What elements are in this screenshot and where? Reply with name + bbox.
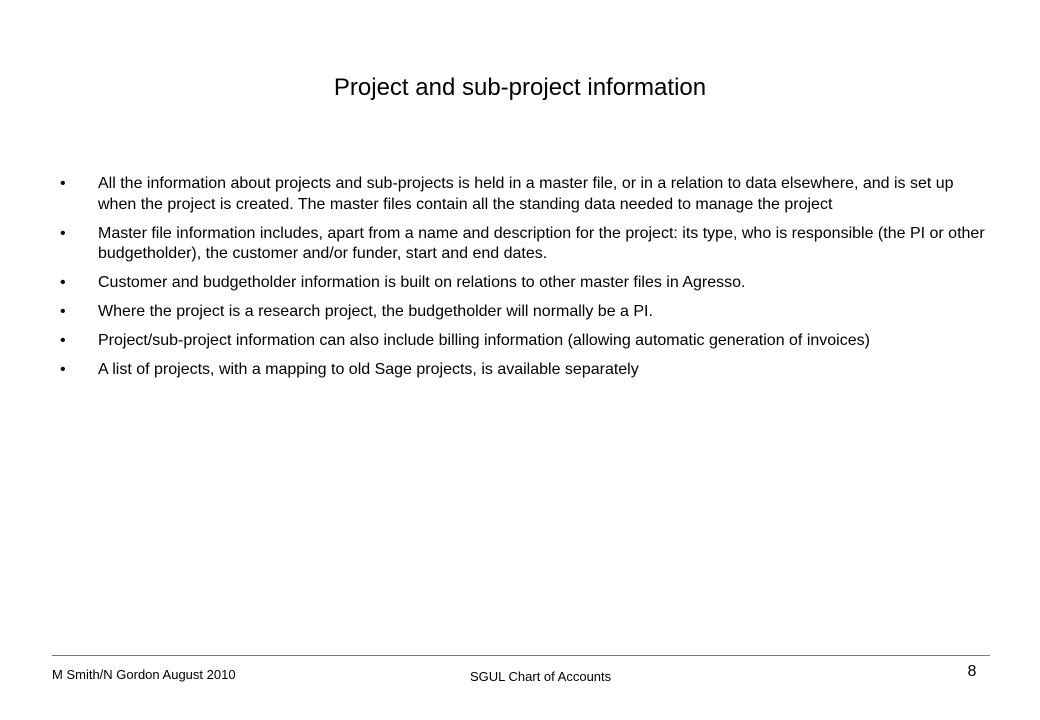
bullet-text: All the information about projects and sub-projects is held in a master file, or in a relation to data elsewhere, and is set up when the project is created. The master files contain all the standing data needed to manage the project (98, 175, 954, 213)
bullet-item (58, 331, 988, 352)
bullet-text: Where the project is a research project, the budgetholder will normally be a PI. (98, 303, 653, 320)
bullet-item (58, 302, 988, 323)
bullet-dot-icon: • (60, 175, 66, 192)
bullet-text: Customer and budgetholder information is built on relations to other master files in Agresso. (98, 274, 746, 291)
page-number: 8 (967, 663, 977, 680)
bullet-text: Master file information includes, apart from a name and description for the project: its type, who is responsible (the PI or other budgetholder), the customer and/or funder, start and end dates. (98, 224, 985, 262)
bullet-dot-icon: • (60, 332, 66, 349)
footer-document-title: SGUL Chart of Accounts (470, 669, 612, 684)
bullet-item (58, 360, 988, 381)
bullet-dot-icon: • (60, 274, 66, 291)
footer-author-date: M Smith/N Gordon August 2010 (52, 667, 236, 682)
bullet-text: A list of projects, with a mapping to old Sage projects, is available separately (98, 361, 639, 378)
bullet-item (58, 224, 988, 265)
bullet-dot-icon: • (60, 361, 66, 378)
footer-divider (52, 655, 990, 656)
slide-title: Project and sub-project information (333, 74, 707, 101)
bullet-dot-icon: • (60, 224, 66, 242)
bullet-dot-icon: • (60, 303, 66, 320)
bullet-item (58, 174, 988, 215)
bullet-item (58, 273, 988, 294)
bullet-list (58, 174, 988, 389)
bullet-text: Project/sub-project information can also include billing information (allowing automatic generation of invoices) (98, 332, 870, 349)
